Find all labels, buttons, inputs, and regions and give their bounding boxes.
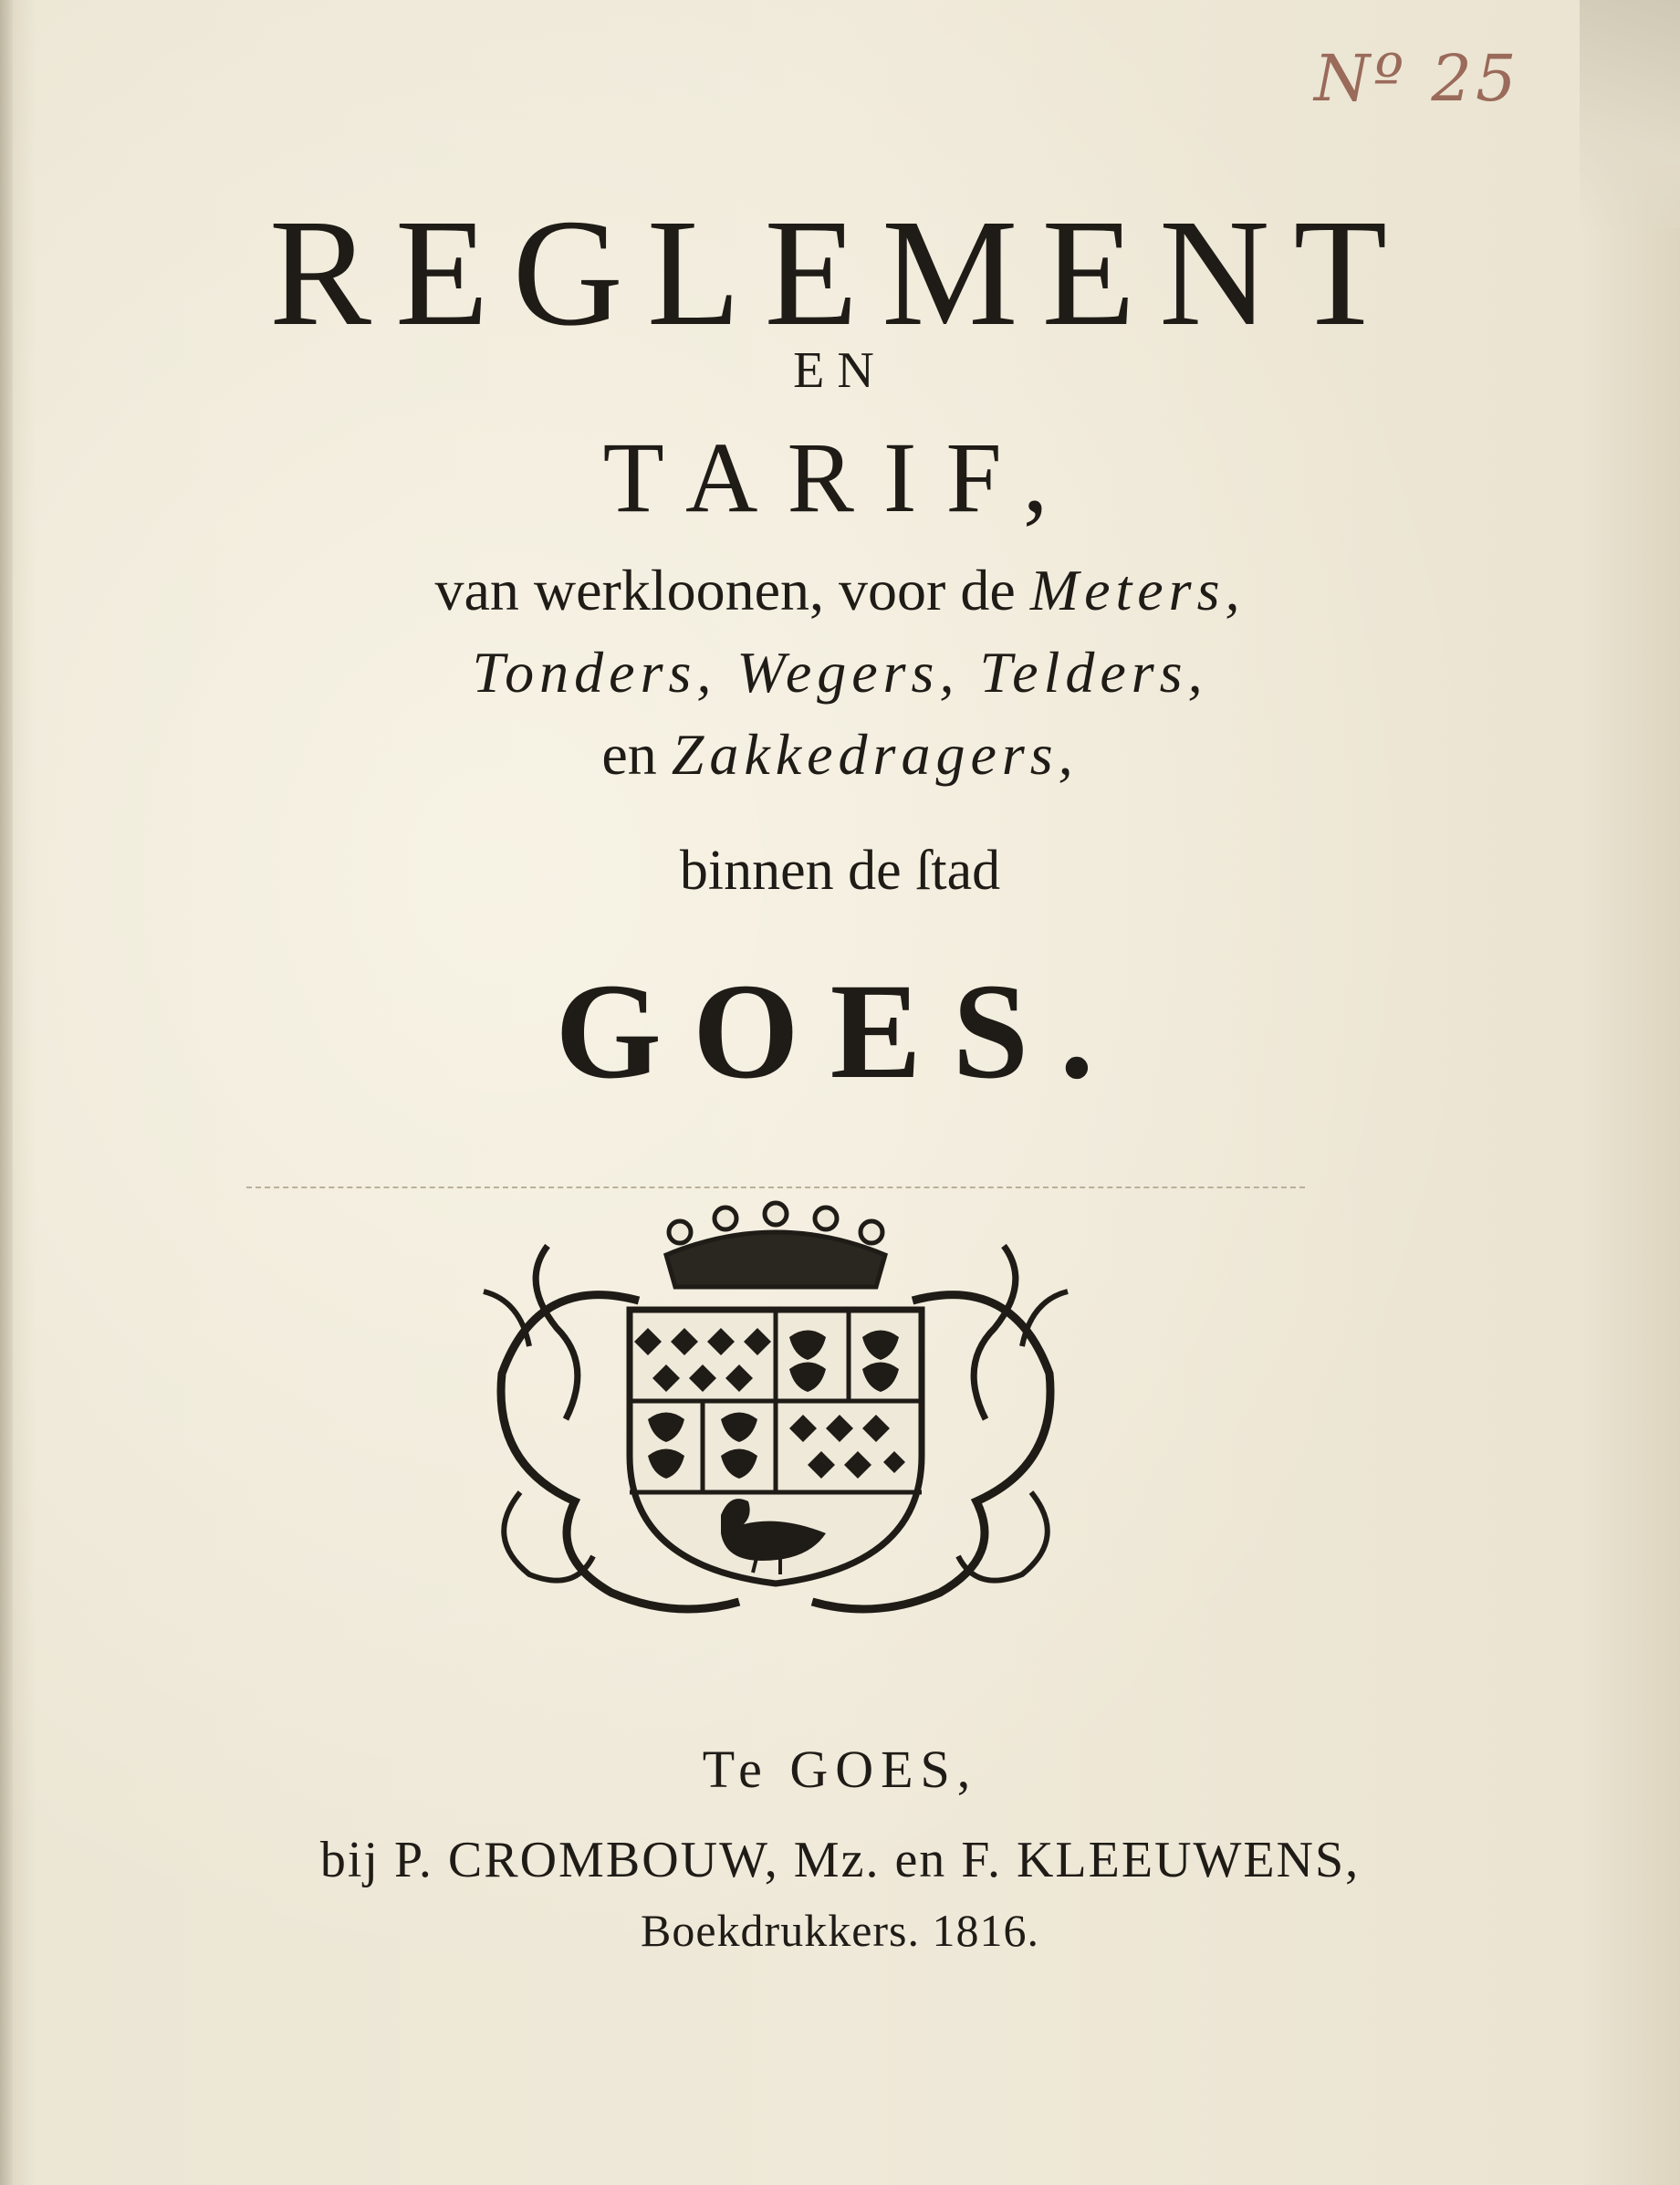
subtitle-line-1-italic: Meters, bbox=[1029, 558, 1246, 622]
subtitle-line-3 bbox=[0, 723, 1680, 787]
subtitle-line-1-plain: van werkloonen, voor de bbox=[434, 558, 1030, 622]
imprint-place: Te GOES, bbox=[702, 1740, 978, 1799]
title-conjunction: EN bbox=[793, 342, 887, 399]
subtitle-line-3-plain: en bbox=[601, 722, 672, 787]
subtitle-line-2 bbox=[0, 641, 1680, 705]
subtitle-line-2-italic: Tonders, Wegers, Telders, bbox=[472, 640, 1208, 705]
faint-divider-rule bbox=[246, 1187, 1305, 1188]
imprint-occupation-year: Boekdrukkers. 1816. bbox=[641, 1905, 1039, 1956]
coat-of-arms-icon bbox=[465, 1191, 1086, 1629]
subtitle-line-3-italic: Zakkedragers, bbox=[671, 722, 1079, 787]
subtitle-line-4: binnen de ſtad bbox=[679, 840, 1001, 902]
title-main: REGLEMENT bbox=[268, 188, 1412, 358]
imprint-printers: bij P. CROMBOUW, Mz. en F. KLEEUWENS, bbox=[319, 1832, 1361, 1888]
subtitle-line-1 bbox=[0, 559, 1680, 622]
title-second: TARIF, bbox=[602, 422, 1078, 533]
city-name: GOES. bbox=[555, 956, 1125, 1107]
handwritten-shelfmark: Nº 25 bbox=[1314, 41, 1520, 116]
